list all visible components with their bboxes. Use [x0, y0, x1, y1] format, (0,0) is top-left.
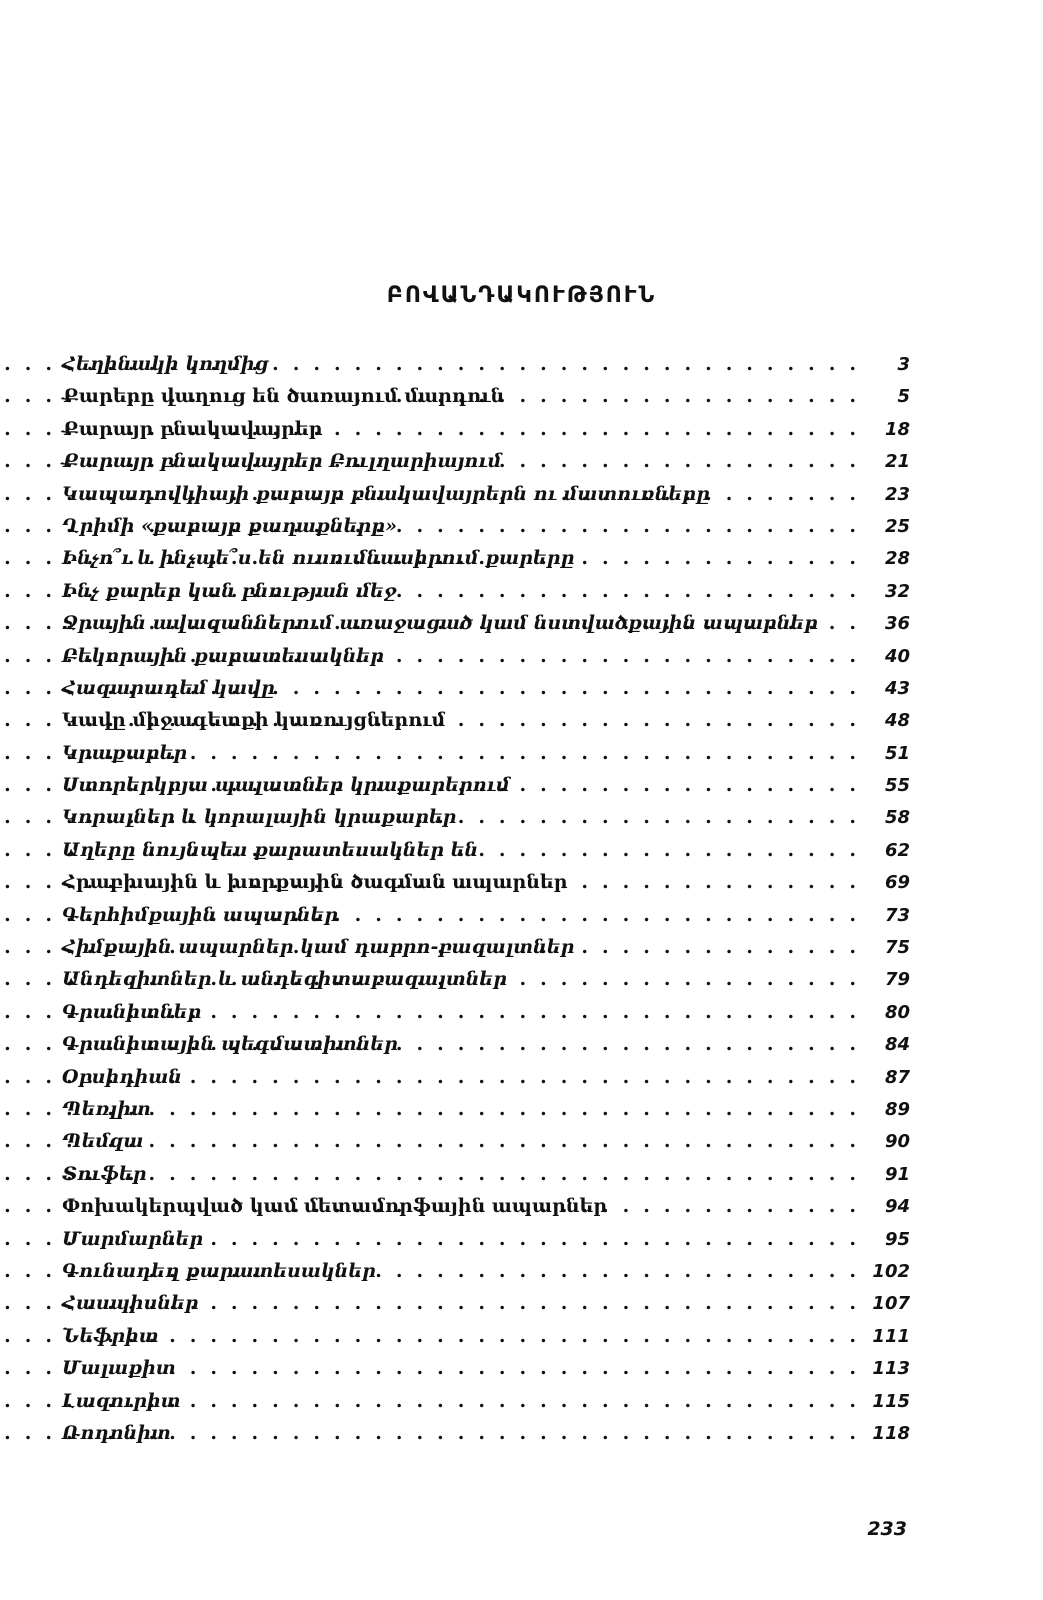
toc-entry-page: 36	[884, 613, 910, 635]
dot-leader	[398, 1028, 870, 1060]
page-number: 233	[867, 1518, 907, 1540]
toc-entry	[62, 866, 910, 898]
toc-entry	[62, 1320, 910, 1352]
toc-entry-title: Հազարադեմ կավը	[62, 676, 275, 699]
toc-entry-title: Քարայր բնակավայրեր	[62, 417, 323, 440]
dot-leader	[818, 607, 870, 639]
toc-entry-page: 80	[884, 1001, 910, 1023]
toc-entry-page: 102	[872, 1260, 910, 1282]
toc-entry	[62, 413, 910, 445]
dot-leader	[187, 737, 870, 769]
toc-entry	[62, 380, 910, 412]
toc-entry-title: Ինչ քարեր կան բնության մեջ	[62, 579, 397, 602]
dot-leader	[199, 1287, 870, 1319]
dot-leader	[456, 801, 870, 833]
toc-entry-page: 48	[884, 710, 910, 732]
dot-leader	[478, 834, 870, 866]
toc-entry-page: 113	[872, 1358, 910, 1380]
toc-entry-title: Ջրային ավազաններում առաջացած կամ նստվածքային ապարներ	[62, 612, 818, 635]
toc-entry-page: 23	[884, 483, 910, 505]
dot-leader	[201, 996, 870, 1028]
toc-entry-title: Նեֆրիտ	[62, 1324, 159, 1347]
dot-leader	[176, 1352, 870, 1384]
toc-entry-title: Գունադեղ քարատեսակներ	[62, 1259, 376, 1282]
dot-leader	[384, 640, 870, 672]
toc-entry-title: Հրաբխային և խորքային ծագման ապարներ	[62, 871, 568, 894]
toc-entry-title: Անդեզիտներ և անդեզիտաբազալտներ	[62, 968, 507, 991]
toc-entry-page: 75	[884, 937, 910, 959]
table-of-contents	[62, 348, 910, 1449]
dot-leader	[574, 931, 870, 963]
toc-entry-page: 3	[897, 354, 910, 375]
toc-entry-title: Ռոդոնիտ	[62, 1421, 171, 1444]
page-title: ԲՈՎԱՆԴԱԿՈՒԹՅՈՒՆ	[386, 283, 657, 308]
toc-entry-title: Գրանիտներ	[62, 1000, 202, 1023]
toc-entry	[62, 769, 910, 801]
toc-entry	[62, 478, 910, 510]
dot-leader	[151, 1093, 870, 1125]
dot-leader	[501, 445, 870, 477]
toc-entry	[62, 931, 910, 963]
toc-entry-title: Լազուրիտ	[62, 1389, 181, 1412]
toc-entry	[62, 834, 910, 866]
toc-entry	[62, 1417, 910, 1449]
toc-entry-title: Կավը միջագետքի կառույցներում	[62, 709, 446, 732]
toc-entry-page: 118	[872, 1422, 910, 1444]
toc-entry	[62, 1287, 910, 1319]
toc-entry-page: 79	[884, 969, 910, 991]
toc-entry-title: Ինչո՞ւ և ինչպե՞ս են ուսումնասիրում քարերը	[62, 547, 575, 570]
toc-entry-title: Գրանիտային պեգմատիտներ	[62, 1033, 398, 1056]
dot-leader	[147, 1158, 871, 1190]
toc-entry-page: 111	[872, 1325, 910, 1347]
dot-leader	[268, 348, 870, 380]
toc-entry-page: 91	[884, 1163, 910, 1185]
toc-entry-page: 84	[884, 1034, 910, 1056]
toc-entry	[62, 996, 910, 1028]
toc-entry-title: Քարերը վաղուց են ծառայում մարդուն	[62, 385, 505, 408]
toc-entry-page: 115	[872, 1390, 910, 1412]
toc-entry-page: 25	[884, 515, 910, 537]
toc-entry-title: Հիմքային ապարներ կամ դաբրո-բազալտներ	[62, 936, 575, 959]
toc-entry-title: Աղերը նույնպես քարատեսակներ են	[62, 838, 479, 861]
dot-leader	[203, 1223, 870, 1255]
toc-entry-title: Գերհիմքային ապարներ	[62, 903, 339, 926]
dot-leader	[607, 1190, 870, 1222]
dot-leader	[338, 899, 870, 931]
toc-entry	[62, 640, 910, 672]
toc-entry-title: Մարմարներ	[62, 1227, 204, 1250]
toc-entry	[62, 1190, 910, 1222]
toc-entry-page: 87	[884, 1066, 910, 1088]
toc-entry	[62, 1125, 910, 1157]
toc-entry-title: Հեղինակի կողմից	[62, 353, 269, 375]
toc-entry-title: Հասպիսներ	[62, 1292, 199, 1315]
toc-entry-page: 51	[884, 742, 910, 764]
toc-entry	[62, 1223, 910, 1255]
toc-entry-page: 40	[884, 645, 910, 667]
toc-entry	[62, 704, 910, 736]
toc-entry	[62, 348, 910, 380]
toc-entry-title: Մալաքիտ	[62, 1357, 176, 1380]
toc-entry	[62, 445, 910, 477]
toc-entry-page: 89	[884, 1098, 910, 1120]
toc-entry-page: 90	[884, 1131, 910, 1153]
dot-leader	[159, 1320, 870, 1352]
dot-leader	[568, 866, 870, 898]
toc-entry	[62, 1028, 910, 1060]
toc-entry-title: Բեկորային քարատեսակներ	[62, 644, 385, 667]
toc-entry	[62, 1255, 910, 1287]
toc-entry-title: Կորալներ և կորալային կրաքարեր	[62, 806, 457, 829]
dot-leader	[710, 478, 870, 510]
dot-leader	[397, 575, 870, 607]
toc-entry-page: 21	[884, 451, 910, 473]
dot-leader	[171, 1417, 870, 1449]
toc-entry-title: Տուֆեր	[62, 1162, 147, 1185]
dot-leader	[182, 1061, 870, 1093]
toc-entry-title: Փոխակերպված կամ մետամորֆային ապարներ	[62, 1195, 608, 1218]
toc-entry	[62, 963, 910, 995]
toc-entry-title: Ստորերկրյա պալատներ կրաքարերում	[62, 774, 510, 797]
toc-entry-page: 5	[897, 386, 910, 408]
toc-entry-title: Օբսիդիան	[62, 1065, 182, 1088]
toc-entry-title: Կապադովկիայի քարայր բնակավայրերն ու մատուռները	[62, 482, 710, 505]
toc-entry-title: Ղրիմի «քարայր քաղաքները»	[62, 514, 397, 537]
toc-entry-page: 62	[884, 839, 910, 861]
toc-entry	[62, 1158, 910, 1190]
toc-entry-page: 58	[884, 807, 910, 829]
toc-entry	[62, 1385, 910, 1417]
toc-entry	[62, 672, 910, 704]
toc-entry	[62, 510, 910, 542]
dot-leader	[397, 510, 870, 542]
toc-entry-page: 94	[884, 1196, 910, 1218]
toc-entry	[62, 1352, 910, 1384]
dot-leader	[574, 542, 870, 574]
dot-leader	[445, 704, 870, 736]
toc-entry	[62, 542, 910, 574]
dot-leader	[507, 963, 870, 995]
toc-entry	[62, 575, 910, 607]
toc-entry	[62, 801, 910, 833]
dot-leader	[376, 1255, 870, 1287]
toc-entry	[62, 607, 910, 639]
dot-leader	[510, 769, 870, 801]
toc-entry	[62, 1093, 910, 1125]
dot-leader	[504, 380, 870, 412]
toc-entry-page: 55	[884, 775, 910, 797]
toc-entry-page: 95	[884, 1228, 910, 1250]
toc-entry-title: Պեմզա	[62, 1130, 144, 1153]
toc-entry-page: 107	[872, 1293, 910, 1315]
toc-entry-title: Քարայր բնակավայրեր Բուլղարիայում	[62, 450, 502, 473]
toc-entry-page: 28	[884, 548, 910, 570]
toc-entry	[62, 737, 910, 769]
toc-entry	[62, 899, 910, 931]
dot-leader	[181, 1385, 870, 1417]
toc-entry	[62, 1061, 910, 1093]
toc-entry-page: 32	[884, 580, 910, 602]
toc-entry-page: 43	[884, 677, 910, 699]
dot-leader	[323, 413, 871, 445]
dot-leader	[275, 672, 870, 704]
toc-entry-page: 18	[884, 418, 910, 440]
toc-entry-title: Կրաքարեր	[62, 741, 188, 764]
toc-entry-title: Պեռլիտ	[62, 1097, 151, 1120]
dot-leader	[143, 1125, 870, 1157]
toc-entry-page: 69	[884, 872, 910, 894]
toc-entry-page: 73	[884, 904, 910, 926]
